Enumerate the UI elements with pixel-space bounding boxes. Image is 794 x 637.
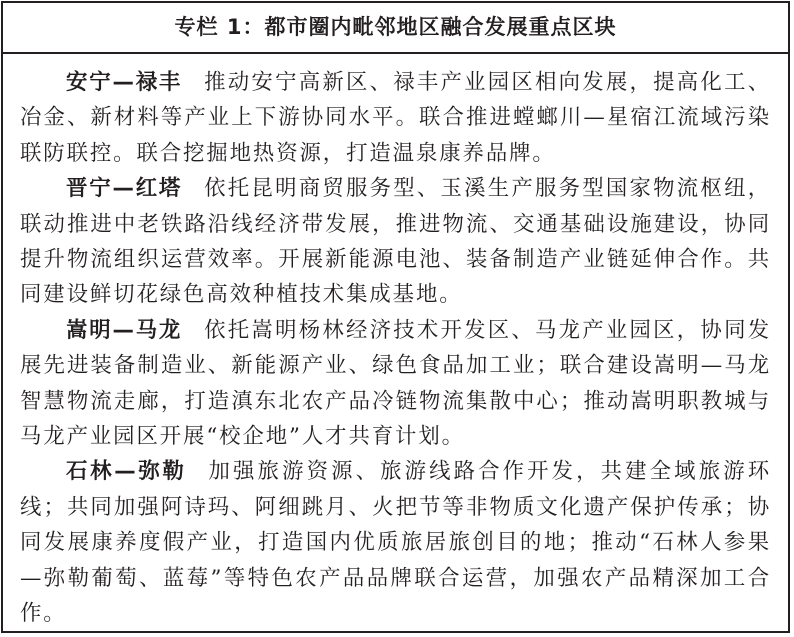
box-title: 专栏 1：都市圈内毗邻地区融合发展重点区块 <box>3 3 788 54</box>
section-text: 推动安宁高新区、禄丰产业园区相向发展，提高化工、冶金、新材料等产业上下游协同水平。联合推进螳螂川—星宿江流域污染联防联控。联合挖掘地热资源，打造温泉康养品牌。 <box>20 70 771 166</box>
section-text: 依托昆明商贸服务型、玉溪生产服务型国家物流枢纽，联动推进中老铁路沿线经济带发展，推进物流、交通基础设施建设，协同提升物流组织运营效率。开展新能源电池、装备制造产业链延伸合作。共同建设鲜切花绿色高效种植技术集成基地。 <box>20 176 771 308</box>
section-heading: 石林—弥勒 <box>66 459 187 485</box>
section-songming-malong <box>3 313 788 455</box>
section-heading: 嵩明—马龙 <box>66 317 183 343</box>
section-heading: 安宁—禄丰 <box>66 70 183 95</box>
section-jinning-hongta <box>3 171 788 313</box>
section-text: 依托嵩明杨林经济技术开发区、马龙产业园区，协同发展先进装备制造业、新能源产业、绿色食品加工业；联合建设嵩明—马龙智慧物流走廊，打造滇东北农产品冷链物流集散中心；推动嵩明职教城与马龙产业园区开展“校企地”人才共育计划。 <box>20 317 771 450</box>
section-text: 加强旅游资源、旅游线路合作开发，共建全域旅游环线；共同加强阿诗玛、阿细跳月、火把节等非物质文化遗产保护传承；协同发展康养度假产业，打造国内优质旅居旅创目的地；推动“石林人参果—弥勒葡萄、蓝莓”等特色农产品品牌联合运营，加强农产品精深加工合作。 <box>20 459 771 627</box>
box-content <box>3 65 788 632</box>
section-shilin-mile <box>3 454 788 631</box>
section-anning-lufeng <box>3 65 788 171</box>
feature-box <box>1 1 790 633</box>
section-heading: 晋宁—红塔 <box>66 176 183 202</box>
